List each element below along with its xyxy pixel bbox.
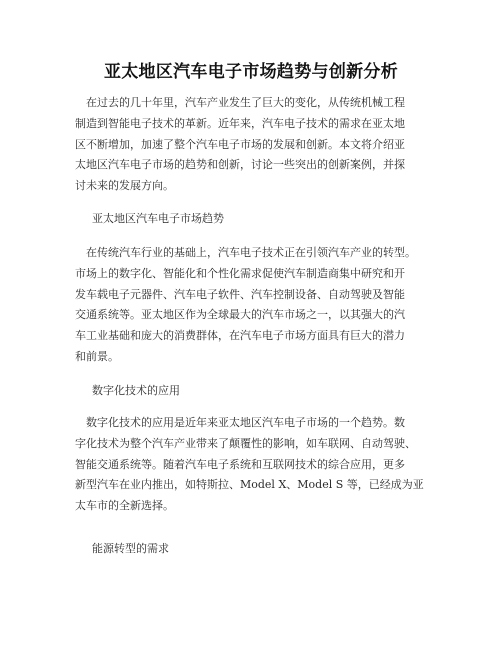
section-heading: 数字化技术的应用 [92,384,180,397]
section-heading: 能源转型的需求 [92,542,169,555]
intro-paragraph [75,93,475,197]
paragraph-line: 制造到智能电子技术的革新。近年来，汽车电子技术的需求在亚太地 [75,116,405,130]
section2-paragraph [75,413,475,517]
section1-paragraph [75,243,475,368]
paragraph-line: 太车市的全新选择。 [75,499,174,513]
document-title: 亚太地区汽车电子市场趋势与创新分析 [103,62,399,82]
section-heading: 亚太地区汽车电子市场趋势 [92,212,224,225]
paragraph-line: 区不断增加，加速了整个汽车电子市场的发展和创新。本文将介绍亚 [75,137,405,151]
paragraph-line: 字化技术为整个汽车产业带来了颠覆性的影响，如车联网、自动驾驶、 [75,436,416,450]
paragraph-line: 数字化技术的应用是近年来亚太地区汽车电子市场的一个趋势。数 [86,416,405,429]
paragraph-line: 交通系统等。亚太地区作为全球最大的汽车市场之一，以其强大的汽 [75,308,405,322]
paragraph-line: 车工业基础和庞大的消费群体，在汽车电子市场方面具有巨大的潜力 [75,329,405,343]
paragraph-line: 在传统汽车行业的基础上，汽车电子技术正在引领汽车产业的转型。 [86,246,416,259]
paragraph-line: 市场上的数字化、智能化和个性化需求促使汽车制造商集中研究和开 [75,266,405,280]
paragraph-line: 发车载电子元器件、汽车电子软件、汽车控制设备、自动驾驶及智能 [75,287,405,301]
paragraph-line: 和前景。 [75,349,119,363]
paragraph-line: 智能交通系统等。随着汽车电子系统和互联网技术的综合应用，更多 [75,457,405,471]
paragraph-line: 在过去的几十年里，汽车产业发生了巨大的变化，从传统机械工程 [86,96,405,109]
paragraph-line: 新型汽车在业内推出，如特斯拉、Model X、Model S 等，已经成为亚 [75,478,424,492]
paragraph-line: 太地区汽车电子市场的趋势和创新，讨论一些突出的创新案例，并探 [75,158,405,172]
paragraph-line: 讨未来的发展方向。 [75,179,174,193]
